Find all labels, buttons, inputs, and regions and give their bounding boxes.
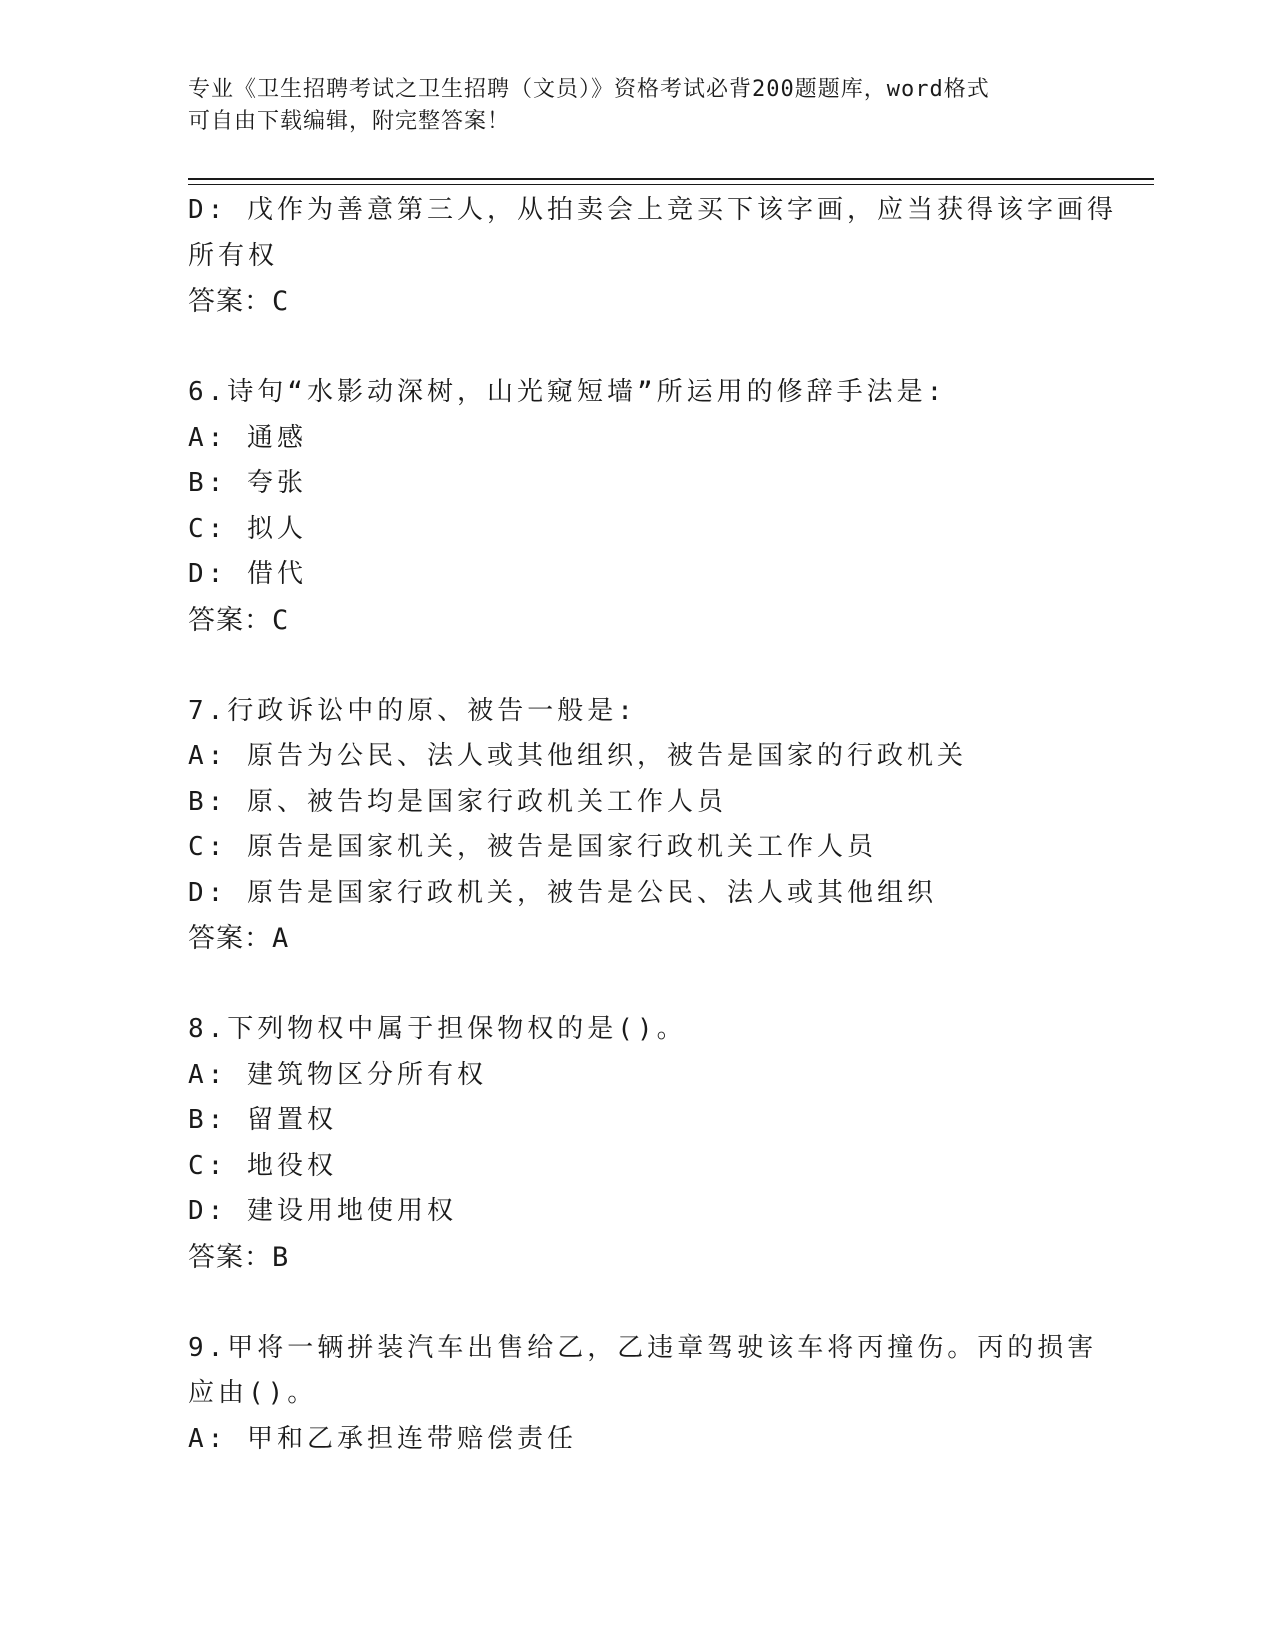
spacer — [188, 962, 1088, 1007]
option-c: C: 地役权 — [188, 1150, 337, 1181]
header-divider-thick — [188, 178, 1154, 180]
option-a: A: 建筑物区分所有权 — [188, 1059, 487, 1090]
option-a: A: 甲和乙承担连带赔偿责任 — [188, 1423, 577, 1454]
option-a: A: 原告为公民、法人或其他组织，被告是国家的行政机关 — [188, 741, 967, 771]
question-9 — [188, 1326, 1098, 1463]
option-b: B: 原、被告均是国家行政机关工作人员 — [188, 786, 727, 817]
option-d: D: 戊作为善意第三人，从拍卖会上竞买下该字画，应当获得该字画得 — [188, 195, 1117, 225]
answer: 答案：C — [188, 286, 290, 317]
option-d: D: 原告是国家行政机关，被告是公民、法人或其他组织 — [188, 877, 937, 908]
question-7 — [188, 689, 1088, 963]
spacer — [188, 325, 1088, 370]
option-b: B: 夸张 — [188, 468, 307, 498]
question-8 — [188, 1007, 1088, 1281]
option-c: C: 拟人 — [188, 513, 307, 544]
question-text: 6.诗句“水影动深树，山光窥短墙”所运用的修辞手法是: — [188, 377, 947, 407]
answer: 答案：B — [188, 1241, 290, 1273]
header-title-line-2: 可自由下载编辑，附完整答案！ — [188, 109, 511, 134]
option-d: D: 建设用地使用权 — [188, 1196, 457, 1226]
question-text: 9.甲将一辆拼装汽车出售给乙，乙违章驾驶该车将丙撞伤。丙的损害 — [188, 1332, 1098, 1363]
answer: 答案：C — [188, 604, 290, 636]
document-header — [188, 74, 1068, 138]
question-5 — [188, 188, 1117, 325]
option-c: C: 原告是国家机关，被告是国家行政机关工作人员 — [188, 832, 877, 862]
option-b: B: 留置权 — [188, 1105, 337, 1135]
spacer — [188, 644, 1088, 689]
header-title-line-1: 专业《卫生招聘考试之卫生招聘（文员）》资格考试必背200题题库，word格式 — [188, 77, 990, 102]
question-6 — [188, 370, 1088, 644]
question-list — [188, 188, 1117, 1462]
option-d-continued: 所有权 — [188, 240, 279, 271]
option-d: D: 借代 — [188, 559, 307, 589]
option-a: A: 通感 — [188, 422, 307, 453]
header-divider-thin — [188, 184, 1154, 185]
question-text: 8.下列物权中属于担保物权的是()。 — [188, 1014, 687, 1044]
answer: 答案：A — [188, 923, 290, 954]
spacer — [188, 1281, 1088, 1326]
question-text: 7.行政诉讼中的原、被告一般是: — [188, 695, 637, 726]
question-text-continued: 应由()。 — [188, 1378, 318, 1408]
